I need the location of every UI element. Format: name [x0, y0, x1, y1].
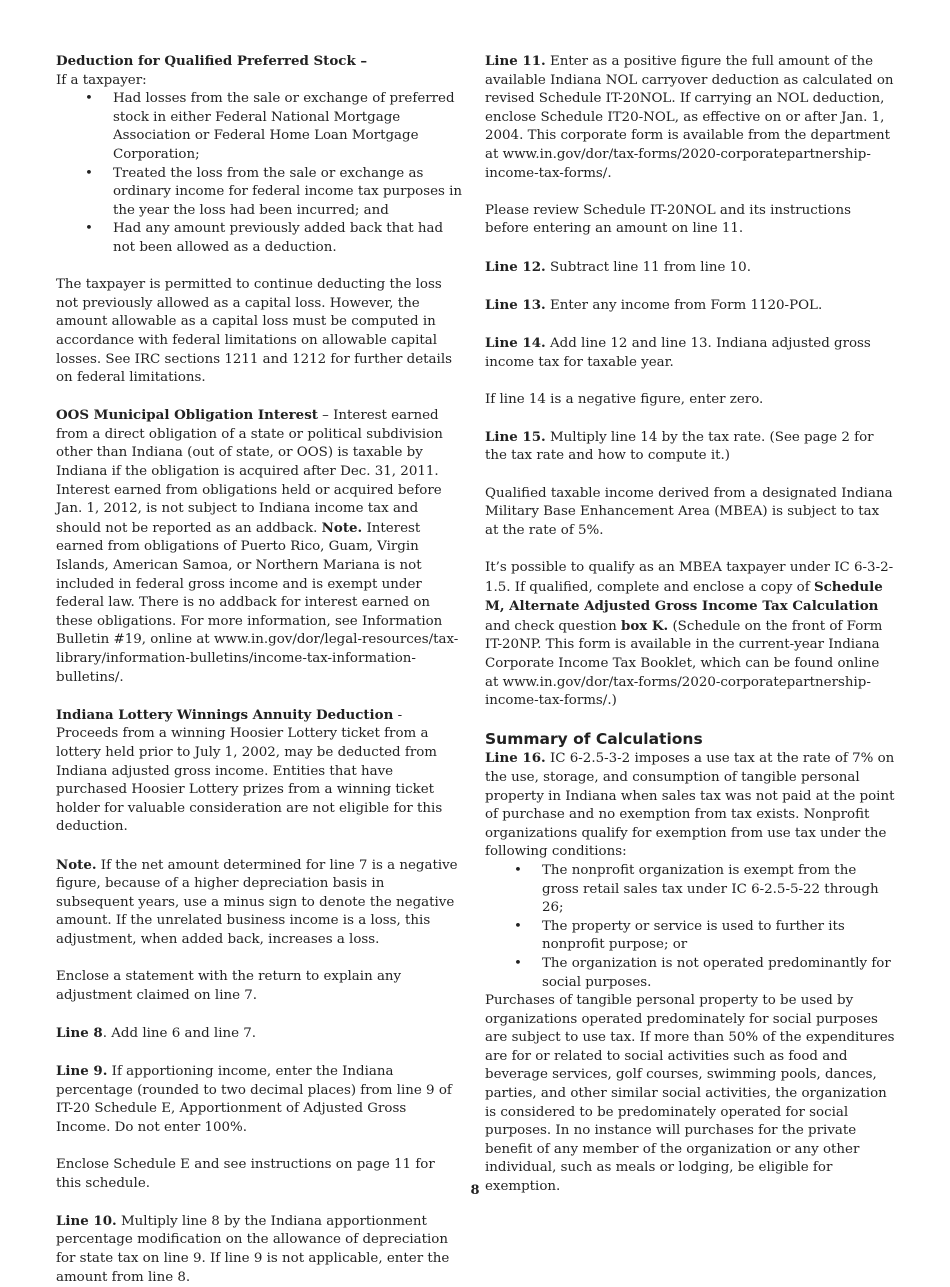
preferred-stock-body: The taxpayer is permitted to continue deducting the loss not previously allowed as a capital loss. However, the amount allowable as a capital loss must be computed in accordance with federal limitations on allowable capital losses. See IRC sections 1211 and 1212 for further details on federal limitations.	[56, 277, 452, 386]
summary-of-calculations-heading: Summary of Calculations	[485, 730, 703, 749]
preferred-stock-heading: Deduction for Qualified Preferred Stock –	[56, 53, 368, 69]
page-number: 8	[470, 1183, 480, 1198]
mbea-qualification-text: It’s possible to qualify as an MBEA taxpayer under IC 6-3-2-1.5. If qualified, complete and enclose a copy of Schedule M, Alternate Adjusted Gross Income Tax Calculation and check question box K. (Schedule on the front of Form IT-20NP. This form is available in the current-year Indiana Corporate Income Tax Booklet, which can be found online at www.in.gov/dor/tax-forms/2020-corporatepartnership-income-tax-forms/.)	[485, 560, 894, 709]
use-tax-exemption-list	[485, 862, 895, 992]
lottery-heading: Indiana Lottery Winnings Annuity Deduction	[56, 706, 394, 723]
oos-municipal-section: OOS Municipal Obligation Interest – Interest earned from a direct obligation of a state or political subdivision other than Indiana (out of state, or OOS) is taxable by Indiana if the obligation is acquired after Dec. 31, 2011. Interest earned from obligations held or acquired before Jan. 1, 2012, is not subject to Indiana income tax and should not be reported as an addback. Note. Interest earned from obligations of Puerto Rico, Guam, Virgin Islands, American Samoa, or Northern Mariana is not included in federal gross income and is exempt under federal law. There is no addback for interest earned on these obligations. For more information, see Information Bulletin #19, online at www.in.gov/dor/legal-resources/tax-library/information-bulletins/income-tax-information-bulletins/.	[56, 407, 459, 685]
list-item: • Treated the loss from the sale or exchange as ordinary income for federal income tax purposes in the year the loss had been incurred; and	[56, 165, 464, 221]
list-item: • Had losses from the sale or exchange of preferred stock in either Federal National Mortgage Association or Federal Home Loan Mortgage Corporation;	[56, 90, 464, 164]
list-item: • The nonprofit organization is exempt from the gross retail sales tax under IC 6-2.5-5-22 through 26;	[485, 862, 895, 918]
depreciation-note: Note. If the net amount determined for line 7 is a negative figure, because of a higher depreciation basis in subsequent years, use a minus sign to denote the negative amount. If the unrelated business income is a loss, this adjustment, when added back, increases a loss.	[56, 856, 458, 947]
purchases-text: Purchases of tangible personal property to be used by organizations operated predominately for social purposes are subject to use tax. If more than 50% of the expenditures are for or related to social activities such as food and beverage services, golf courses, swimming pools, dances, parties, and other similar social activities, the organization is considered to be predominately operated for social purposes. In no instance will purchases for the private benefit of any member of the organization or any other individual, such as meals or lodging, be eligible for exemption.	[485, 993, 895, 1195]
right-column	[485, 52, 895, 1197]
review-nol-text: Please review Schedule IT-20NOL and its instructions before entering an amount on line 11.	[485, 202, 851, 237]
line-16-instruction: Line 16. IC 6-2.5-3-2 imposes a use tax at the rate of 7% on the use, storage, and consumption of tangible personal property in Indiana when sales tax was not paid at the point of purchase and no exemption from tax exists. Nonprofit organizations qualify for exemption from use tax under the following conditions:	[485, 750, 895, 860]
oos-heading: OOS Municipal Obligation Interest	[56, 407, 318, 424]
enclose-line7-text: Enclose a statement with the return to explain any adjustment claimed on line 7.	[56, 969, 402, 1003]
enclose-schedule-e-text: Enclose Schedule E and see instructions on page 11 for this schedule.	[56, 1157, 435, 1191]
preferred-stock-intro: If a taxpayer:	[56, 72, 147, 88]
line-11-instruction: Line 11. Enter as a positive figure the full amount of the available Indiana NOL carryover deduction as calculated on revised Schedule IT-20NOL. If carrying an NOL deduction, enclose Schedule IT20-NOL, as effective on or after Jan. 1, 2004. This corporate form is available from the department at www.in.gov/dor/tax-forms/2020-corporatepartnership-income-tax-forms/.	[485, 53, 894, 181]
line-14-instruction: Line 14. Add line 12 and line 13. Indiana adjusted gross income tax for taxable year.	[485, 334, 871, 370]
list-item: • The organization is not operated predominantly for social purposes.	[485, 955, 895, 992]
line-15-instruction: Line 15. Multiply line 14 by the tax rate. (See page 2 for the tax rate and how to compute it.)	[485, 428, 874, 464]
line-9-instruction: Line 9. If apportioning income, enter the Indiana percentage (rounded to two decimal places) from line 9 of IT-20 Schedule E, Apportionment of Adjusted Gross Income. Do not enter 100%.	[56, 1063, 452, 1135]
lottery-section: Indiana Lottery Winnings Annuity Deduction - Proceeds from a winning Hoosier Lottery ticket from a lottery held prior to July 1, 2002, may be deducted from Indiana adjusted gross income. Entities that have purchased Hoosier Lottery prizes from a winning ticket holder for valuable consideration are not eligible for this deduction.	[56, 706, 443, 835]
line-12-instruction: Line 12. Subtract line 11 from line 10.	[485, 258, 751, 275]
list-item: • The property or service is used to further its nonprofit purpose; or	[485, 918, 895, 955]
line-10-instruction: Line 10. Multiply line 8 by the Indiana apportionment percentage modification on the allowance of depreciation for state tax on line 9. If line 9 is not applicable, enter the amount from line 8.	[56, 1212, 450, 1285]
line-13-instruction: Line 13. Enter any income from Form 1120-POL.	[485, 296, 823, 313]
line-14-negative-text: If line 14 is a negative figure, enter zero.	[485, 391, 764, 407]
preferred-stock-conditions-list	[56, 90, 464, 257]
line-8-instruction: Line 8. Add line 6 and line 7.	[56, 1024, 257, 1041]
list-item: • Had any amount previously added back that had not been allowed as a deduction.	[56, 220, 464, 257]
left-column	[56, 52, 464, 1287]
mbea-text: Qualified taxable income derived from a designated Indiana Military Base Enhancement Area (MBEA) is subject to tax at the rate of 5%.	[485, 485, 893, 538]
